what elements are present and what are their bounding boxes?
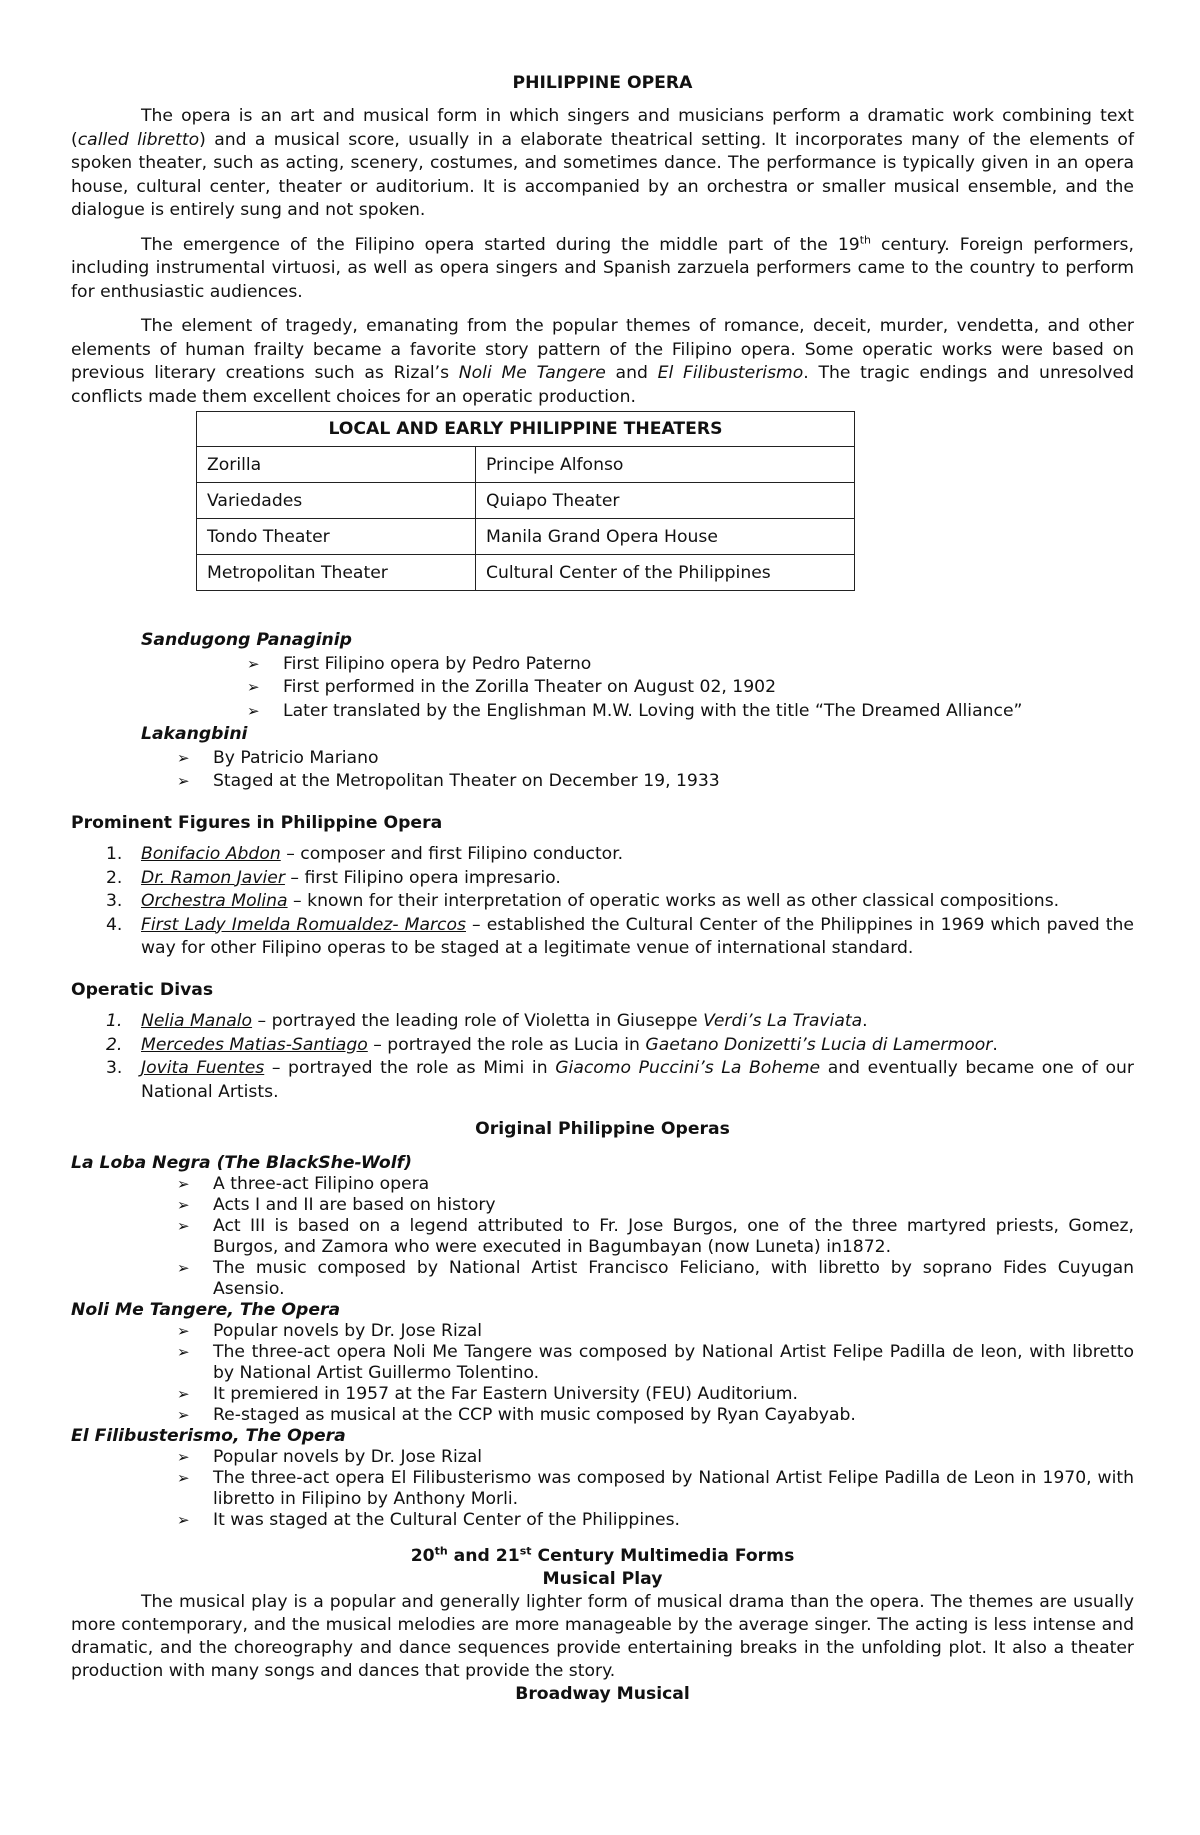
list-item: ➢ The three-act opera Noli Me Tangere was composed by National Artist Felipe Padilla de leon, with libretto by National Artist Guillermo Tolentino. (177, 1342, 1134, 1383)
table-row (197, 483, 855, 519)
arrow-bullet-icon: ➢ (177, 1217, 190, 1235)
century-heading: 20th and 21st Century Multimedia Forms (410, 1544, 795, 1566)
la-loba-negra-list (71, 1174, 1134, 1300)
figures-list (71, 843, 1134, 961)
sandugong-title: Sandugong Panaginip (141, 630, 352, 650)
noli-opera-title: Noli Me Tangere, The Opera (71, 1300, 341, 1320)
musical-play-heading: Musical Play (542, 1569, 663, 1589)
table-cell: Tondo Theater (197, 519, 476, 555)
arrow-bullet-icon: ➢ (177, 1259, 190, 1277)
figures-heading: Prominent Figures in Philippine Opera (71, 812, 443, 833)
arrow-bullet-icon: ➢ (177, 1469, 190, 1487)
theaters-table-header: LOCAL AND EARLY PHILIPPINE THEATERS (197, 412, 855, 447)
list-item: ➢ Popular novels by Dr. Jose Rizal (177, 1321, 483, 1341)
list-item: ➢ It was staged at the Cultural Center of the Philippines. (177, 1510, 680, 1530)
arrow-bullet-icon: ➢ (177, 1175, 190, 1193)
tragedy-paragraph: The element of tragedy, emanating from the popular themes of romance, deceit, murder, vendetta, and other elements of human frailty became a favorite story pattern of the Filipino opera. Some operatic works were based on previous literary creations such as Rizal’s Noli Me Tangere and El Filibusterismo. The tragic endings and unresolved conflicts made them excellent choices for an operatic production. (71, 316, 1135, 407)
arrow-bullet-icon: ➢ (177, 772, 190, 790)
arrow-bullet-icon: ➢ (177, 1511, 190, 1529)
list-item: 1. Bonifacio Abdon – composer and first Filipino conductor. (106, 844, 624, 864)
arrow-bullet-icon: ➢ (177, 1196, 190, 1214)
list-item: ➢ Staged at the Metropolitan Theater on December 19, 1933 (71, 770, 1134, 794)
list-item: ➢ Popular novels by Dr. Jose Rizal (177, 1447, 483, 1467)
list-item: ➢ Later translated by the Englishman M.W. Loving with the title “The Dreamed Alliance” (71, 700, 1134, 724)
list-item: ➢ A three-act Filipino opera (177, 1174, 430, 1194)
arrow-bullet-icon: ➢ (247, 678, 260, 696)
emergence-paragraph: The emergence of the Filipino opera started during the middle part of the 19th century. Foreign performers, including instrumental virtuosi, as well as opera singers and Spanish zarzuela performers came to the country to perform for enthusiastic audiences. (71, 232, 1134, 302)
lakangbini-list (71, 747, 1134, 794)
list-item: ➢ The three-act opera El Filibusterismo was composed by National Artist Felipe Padilla de Leon in 1970, with libretto in Filipino by Anthony Morli. (177, 1468, 1134, 1509)
arrow-bullet-icon: ➢ (177, 1385, 190, 1403)
divas-list (71, 1010, 1134, 1104)
list-item: 3. Jovita Fuentes – portrayed the role as Mimi in Giacomo Puccini’s La Boheme and eventually became one of our National Artists. (106, 1058, 1134, 1102)
fili-opera-title: El Filibusterismo, The Opera (71, 1426, 346, 1446)
list-item: 3. Orchestra Molina – known for their interpretation of operatic works as well as other classical compositions. (106, 891, 1060, 911)
arrow-bullet-icon: ➢ (177, 1448, 190, 1466)
arrow-bullet-icon: ➢ (177, 748, 190, 767)
arrow-bullet-icon: ➢ (177, 1406, 190, 1424)
table-cell: Cultural Center of the Philippines (476, 555, 855, 591)
lakangbini-title: Lakangbini (141, 724, 248, 744)
page-title: PHILIPPINE OPERA (512, 73, 693, 93)
list-item: ➢ Act III is based on a legend attributed to Fr. Jose Burgos, one of the three martyred priests, Gomez, Burgos, and Zamora who were executed in Bagumbayan (now Luneta) in1872. (177, 1216, 1134, 1257)
table-cell: Manila Grand Opera House (476, 519, 855, 555)
list-item: ➢ Acts I and II are based on history (177, 1195, 496, 1215)
list-item: ➢ By Patricio Mariano (71, 747, 1134, 771)
sandugong-list (71, 653, 1134, 724)
table-row (197, 447, 855, 483)
table-cell: Quiapo Theater (476, 483, 855, 519)
list-item: 1. Nelia Manalo – portrayed the leading role of Violetta in Giuseppe Verdi’s La Traviata. (106, 1011, 868, 1031)
arrow-bullet-icon: ➢ (177, 1322, 190, 1340)
original-operas-heading: Original Philippine Operas (475, 1119, 730, 1139)
musical-play-paragraph: The musical play is a popular and generally lighter form of musical drama than the opera. The themes are usually more contemporary, and the musical melodies are more manageable by the average singer. The acting is less intense and dramatic, and the choreography and dance sequences provide entertaining breaks in the unfolding plot. It also a theater production with many songs and dances that provide the story. (71, 1592, 1134, 1681)
arrow-bullet-icon: ➢ (247, 701, 260, 720)
broadway-heading: Broadway Musical (515, 1684, 690, 1704)
table-cell: Principe Alfonso (476, 447, 855, 483)
theaters-table (196, 411, 855, 591)
fili-opera-list (71, 1447, 1134, 1531)
table-row (197, 519, 855, 555)
list-item: ➢ First performed in the Zorilla Theater on August 02, 1902 (71, 676, 1134, 700)
intro-paragraph: The opera is an art and musical form in which singers and musicians perform a dramatic work combining text (called libretto) and a musical score, usually in a elaborate theatrical setting. It incorporates many of the elements of spoken theater, such as acting, scenery, costumes, and sometimes dance. The performance is typically given in an opera house, cultural center, theater or auditorium. It is accompanied by an orchestra or smaller musical ensemble, and the dialogue is entirely sung and not spoken. (71, 106, 1134, 220)
table-cell: Variedades (197, 483, 476, 519)
table-row (197, 555, 855, 591)
la-loba-negra-title: La Loba Negra (The BlackShe-Wolf) (71, 1153, 412, 1173)
list-item: 2. Mercedes Matias-Santiago – portrayed the role as Lucia in Gaetano Donizetti’s Lucia di Lamermoor. (106, 1034, 998, 1055)
list-item: ➢ It premiered in 1957 at the Far Eastern University (FEU) Auditorium. (177, 1384, 798, 1404)
divas-heading: Operatic Divas (71, 979, 214, 1000)
list-item: ➢ Re-staged as musical at the CCP with music composed by Ryan Cayabyab. (177, 1405, 856, 1425)
table-cell: Zorilla (197, 447, 476, 483)
arrow-bullet-icon: ➢ (177, 1343, 190, 1361)
noli-opera-list (71, 1321, 1134, 1426)
list-item: ➢ The music composed by National Artist Francisco Feliciano, with libretto by soprano Fides Cuyugan Asensio. (177, 1258, 1134, 1299)
list-item: 4. First Lady Imelda Romualdez- Marcos – established the Cultural Center of the Philippines in 1969 which paved the way for other Filipino operas to be staged at a legitimate venue of international standard. (106, 914, 1134, 958)
table-cell: Metropolitan Theater (197, 555, 476, 591)
list-item: 2. Dr. Ramon Javier – first Filipino opera impresario. (106, 867, 561, 888)
document-page (71, 72, 1134, 1706)
list-item: ➢ First Filipino opera by Pedro Paterno (71, 653, 1134, 677)
arrow-bullet-icon: ➢ (247, 654, 260, 673)
